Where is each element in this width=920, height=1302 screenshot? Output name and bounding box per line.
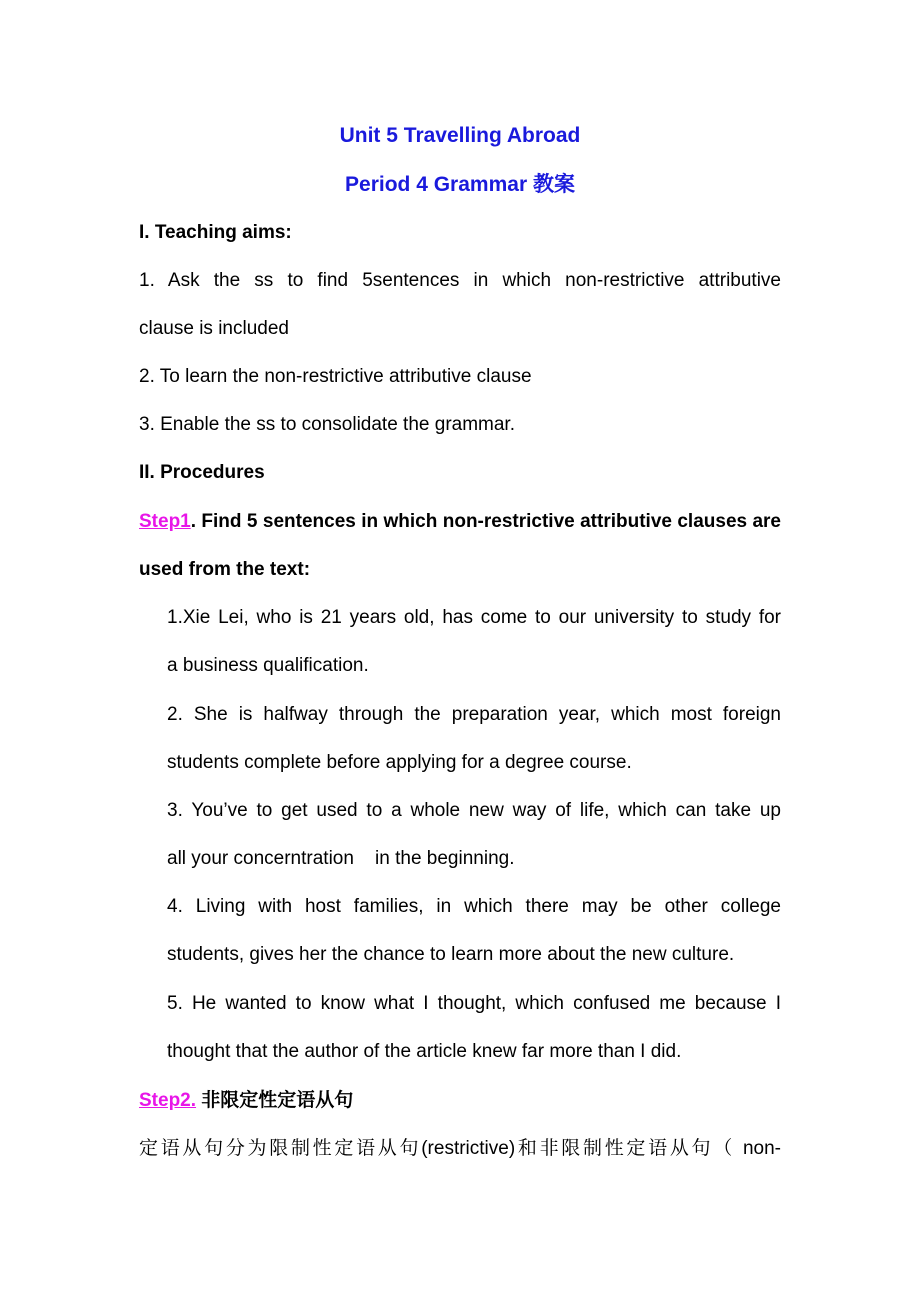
document-title: Unit 5 Travelling Abroad	[339, 124, 581, 147]
aim-2: 2. To learn the non-restrictive attributive clause	[139, 366, 532, 387]
sentence-5-line-1: 5. He wanted to know what I thought, which confused me because I	[167, 993, 781, 1014]
step1-link[interactable]: Step1	[139, 511, 191, 532]
sentence-4-line-1: 4. Living with host families, in which there may be other college	[167, 896, 781, 917]
step1-text: . Find 5 sentences in which non-restrictive attributive clauses are	[190, 511, 781, 532]
step2-text-line-1: 定语从句分为限制性定语从句(restrictive)和非限制性定语从句（ non-	[139, 1138, 781, 1159]
sentence-1-line-2: a business qualification.	[167, 655, 369, 676]
step1-heading	[139, 510, 781, 534]
sentence-3-line-1: 3. You’ve to get used to a whole new way of life, which can take up	[167, 800, 781, 821]
step1-heading-line-2: used from the text:	[139, 559, 311, 580]
aim-3: 3. Enable the ss to consolidate the grammar.	[139, 414, 515, 435]
sentence-2-line-2: students complete before applying for a degree course.	[167, 752, 632, 773]
sentence-4-line-2: students, gives her the chance to learn more about the new culture.	[167, 944, 735, 965]
sentence-5-line-2: thought that the author of the article knew far more than I did.	[167, 1041, 682, 1062]
document-subtitle: Period 4 Grammar 教案	[345, 173, 575, 196]
sentence-1-line-1: 1.Xie Lei, who is 21 years old, has come to our university to study for	[167, 607, 781, 628]
step2-link[interactable]: Step2.	[139, 1090, 197, 1111]
sentence-3-line-2: all your concerntration in the beginning.	[167, 848, 515, 869]
step2-title: 非限定性定语从句	[196, 1090, 354, 1111]
section-heading-teaching-aims: I. Teaching aims:	[139, 222, 292, 243]
aim-1-line-2: clause is included	[139, 318, 289, 339]
sentence-2-line-1: 2. She is halfway through the preparation year, which most foreign	[167, 704, 781, 725]
aim-1-line-1: 1. Ask the ss to find 5sentences in which non-restrictive attributive	[139, 270, 781, 291]
section-heading-procedures: II. Procedures	[139, 462, 265, 483]
step2-heading	[139, 1089, 353, 1113]
